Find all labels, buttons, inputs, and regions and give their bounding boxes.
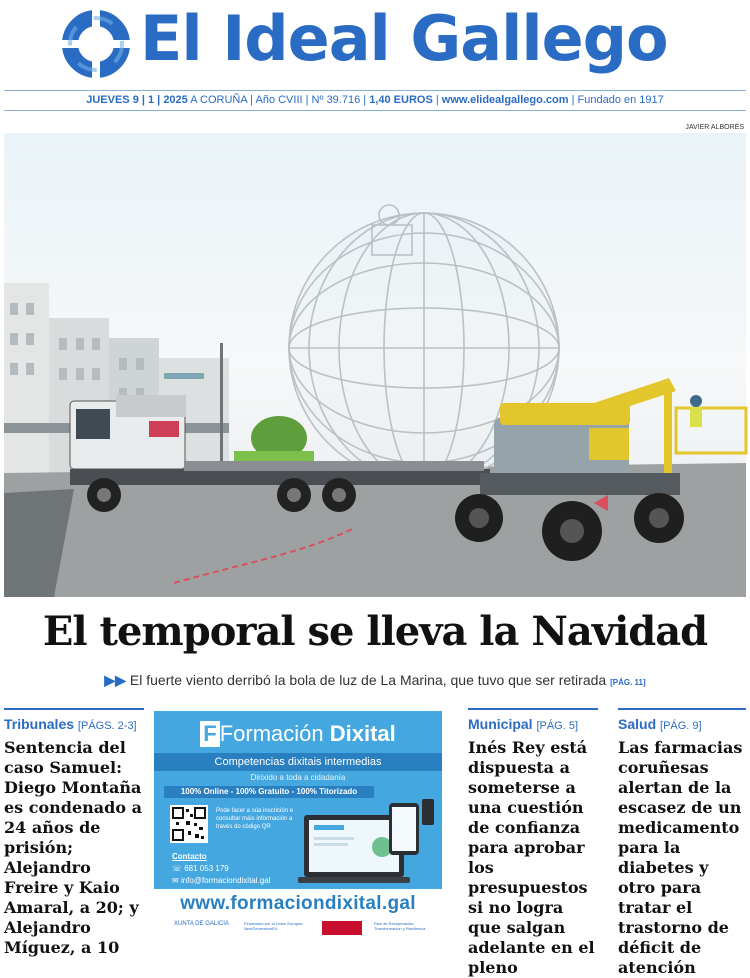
website-link[interactable]: www.elidealgallego.com bbox=[441, 94, 569, 106]
ad-contact bbox=[172, 851, 270, 887]
section-name: Salud bbox=[618, 716, 657, 732]
double-arrow-icon: ▶▶ bbox=[104, 672, 126, 688]
lead-subhead bbox=[0, 672, 750, 689]
ad-qr-text: Pode facer a súa inscrición e consultar máis información a través do código QR bbox=[216, 808, 294, 830]
photo-credit: JAVIER ALBORÉS bbox=[685, 124, 744, 131]
section-pages: [PÁGS. 2-3] bbox=[77, 720, 137, 732]
section-pages: [PÁG. 5] bbox=[536, 720, 579, 732]
section-name: Tribunales bbox=[4, 716, 75, 732]
newspaper-title: El Ideal Gallego bbox=[140, 2, 668, 75]
section-pages: [PÁG. 9] bbox=[660, 720, 702, 732]
ad-sponsor-logos bbox=[162, 919, 434, 939]
dateline: JUEVES 9 | 1 | 2025 A CORUÑA | Año CVIII | Nº 39.716 | 1,40 EUROS | www.elidealgallego.com | Fundado en 1917 bbox=[86, 94, 664, 106]
qr-code-icon[interactable] bbox=[170, 805, 208, 843]
ad-logo-second: Dixital bbox=[329, 721, 396, 746]
issue-date: JUEVES 9 | 1 | 2025 bbox=[86, 94, 188, 106]
section-name: Municipal bbox=[468, 716, 533, 732]
laptop-phone-illustration bbox=[304, 803, 434, 889]
advertisement-formacion-dixital[interactable] bbox=[154, 711, 442, 943]
ad-contact-label: Contacto bbox=[172, 852, 207, 861]
issue-city: A CORUÑA bbox=[190, 94, 248, 106]
ad-logo bbox=[154, 721, 442, 747]
ad-phone-row[interactable] bbox=[172, 863, 270, 875]
story-tribunales[interactable] bbox=[4, 708, 144, 958]
story-headline[interactable]: Sentencia del caso Samuel: Diego Montaña es condenado a 24 años de prisión; Alejandro Freire y Kaio Amaral, a 20; y Alejandro Míguez, a 10 bbox=[4, 738, 142, 957]
issue-price: 1,40 EUROS bbox=[369, 94, 433, 106]
phone-icon: ☏ bbox=[172, 864, 185, 873]
section-rule bbox=[468, 708, 598, 710]
masthead-rule-bottom bbox=[4, 110, 746, 111]
lead-headline[interactable]: El temporal se lleva la Navidad bbox=[42, 608, 708, 655]
lead-photo-illustration bbox=[4, 133, 746, 597]
recovery-plan-logo: Plan de Recuperación, Transformación y Resiliencia bbox=[374, 921, 426, 931]
section-rule bbox=[618, 708, 746, 710]
ad-logo-letter-icon: F bbox=[200, 721, 219, 747]
ad-email: info@formaciondixital.gal bbox=[180, 876, 271, 885]
story-headline[interactable]: Inés Rey está dispuesta a someterse a una cuestión de confianza para aprobar los presupuestos si no logra que salgan adelante en el pleno bbox=[468, 738, 595, 977]
ad-url[interactable]: www.formaciondixital.gal bbox=[180, 893, 416, 914]
story-municipal[interactable] bbox=[468, 708, 598, 978]
lead-photo bbox=[4, 133, 746, 597]
ad-audience: Dirixido a toda a cidadanía bbox=[250, 773, 346, 782]
masthead-rule-top bbox=[4, 90, 746, 91]
xunta-logo: XUNTA DE GALICIA bbox=[174, 921, 229, 927]
section-label bbox=[4, 716, 144, 732]
ad-phone: 681 053 179 bbox=[184, 864, 229, 873]
story-headline[interactable]: Las farmacias coruñesas alertan de la escasez de un medicamento para la diabetes y otro para tratar el trastorno de déficit de atención bbox=[618, 738, 743, 977]
issue-number: Nº 39.716 bbox=[311, 94, 361, 106]
section-label bbox=[468, 716, 598, 732]
spain-gov-logo-icon bbox=[322, 921, 362, 935]
ad-email-row[interactable] bbox=[172, 875, 270, 887]
story-salud[interactable] bbox=[618, 708, 746, 978]
lead-page-ref: [PÁG. 11] bbox=[610, 678, 646, 687]
masthead bbox=[0, 0, 750, 92]
section-label bbox=[618, 716, 746, 732]
newspaper-logo-icon bbox=[60, 8, 132, 80]
ad-features: 100% Online - 100% Gratuito - 100% Titorizado bbox=[164, 786, 374, 798]
founded-note: Fundado en 1917 bbox=[577, 94, 664, 106]
eu-logo: Financiado por la Unión Europea NextGenerationEU bbox=[244, 921, 303, 931]
ad-logo-first: Formación bbox=[219, 721, 324, 746]
section-rule bbox=[4, 708, 144, 710]
ad-band: Competencias dixitais intermedias bbox=[154, 753, 442, 771]
issue-year: Año CVIII bbox=[255, 94, 303, 106]
lead-subhead-text: El fuerte viento derribó la bola de luz de La Marina, que tuvo que ser retirada bbox=[129, 672, 607, 688]
mail-icon: ✉ bbox=[172, 876, 181, 885]
